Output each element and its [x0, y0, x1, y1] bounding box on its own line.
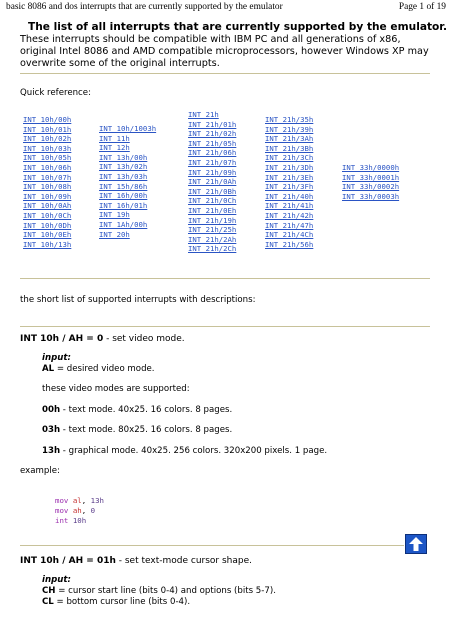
interrupt-link[interactable]: INT 10h/06h: [23, 162, 72, 172]
interrupt-link[interactable]: INT 21h/3Bh: [265, 143, 314, 153]
interrupt-link[interactable]: INT 10h/00h: [23, 115, 72, 124]
divider: [20, 73, 430, 74]
interrupt-column-4: [265, 115, 313, 249]
code-op: mov: [55, 506, 69, 515]
input-line: [42, 586, 276, 597]
register-name: AL: [42, 364, 55, 374]
interrupt-link[interactable]: INT 21h: [188, 110, 219, 119]
interrupt-link[interactable]: INT 15h/86h: [99, 181, 148, 191]
interrupt-link[interactable]: INT 33h/0003h: [342, 191, 400, 201]
divider: [20, 545, 404, 546]
section-heading-bold: INT 10h / AH = 01h: [20, 556, 116, 566]
interrupt-link[interactable]: INT 16h/01h: [99, 200, 148, 210]
interrupt-link[interactable]: INT 19h: [99, 210, 130, 220]
code-sep: ,: [81, 506, 91, 515]
code-op: int: [55, 516, 69, 525]
mode-desc: - text mode. 80x25. 16 colors. 8 pages.: [60, 425, 233, 435]
interrupt-link[interactable]: INT 33h/0001h: [342, 172, 400, 182]
interrupt-link[interactable]: INT 33h/0002h: [342, 182, 400, 192]
page-header: [6, 1, 446, 13]
code-line: [55, 506, 95, 516]
code-reg: al: [72, 496, 82, 505]
section-heading-rest: - set video mode.: [103, 334, 185, 344]
interrupt-link[interactable]: INT 21h/2Ch: [188, 244, 237, 254]
interrupt-link[interactable]: INT 21h/35h: [265, 115, 314, 124]
interrupt-link[interactable]: INT 10h/02h: [23, 134, 72, 144]
interrupt-link[interactable]: INT 21h/0Bh: [188, 186, 237, 196]
code-val: 0: [90, 506, 96, 515]
input-label: input:: [42, 353, 71, 363]
interrupt-link[interactable]: INT 10h/07h: [23, 172, 72, 182]
interrupt-link[interactable]: INT 21h/3Ah: [265, 134, 314, 144]
interrupt-link[interactable]: INT 21h/01h: [188, 119, 237, 129]
page-title: The list of all interrupts that are currently supported by the emulator.: [28, 21, 448, 33]
register-name: CL: [42, 597, 54, 607]
code-reg: ah: [72, 506, 82, 515]
interrupt-link[interactable]: INT 10h/0Ch: [23, 210, 72, 220]
interrupt-link[interactable]: INT 12h: [99, 143, 130, 153]
mode-item: [42, 446, 327, 457]
interrupt-column-3: [188, 110, 236, 254]
interrupt-link[interactable]: INT 21h/19h: [188, 215, 237, 225]
code-sep: ,: [81, 496, 91, 505]
interrupt-link[interactable]: INT 21h/25h: [188, 225, 237, 235]
intro-line: overwrite some of the original interrupts.: [20, 58, 220, 69]
interrupt-link[interactable]: INT 10h/05h: [23, 153, 72, 163]
interrupt-link[interactable]: INT 10h/09h: [23, 191, 72, 201]
section-heading-bold: INT 10h / AH = 0: [20, 334, 104, 344]
interrupt-link[interactable]: INT 10h/03h: [23, 143, 72, 153]
interrupt-link[interactable]: INT 21h/0Eh: [188, 205, 237, 215]
interrupt-link[interactable]: INT 21h/40h: [265, 191, 314, 201]
input-line: [42, 597, 190, 608]
interrupt-link[interactable]: INT 21h/3Fh: [265, 182, 314, 192]
interrupt-link[interactable]: INT 21h/05h: [188, 138, 237, 148]
interrupt-link[interactable]: INT 21h/0Ch: [188, 196, 237, 206]
code-line: [55, 496, 104, 506]
interrupt-column-1: [23, 115, 71, 249]
interrupt-link[interactable]: INT 10h/0Dh: [23, 220, 72, 230]
interrupt-link[interactable]: INT 16h/00h: [99, 191, 148, 201]
intro-line: original Intel 8086 and AMD compatible microprocessors, however Windows XP may: [20, 46, 429, 57]
interrupt-link[interactable]: INT 11h: [99, 133, 130, 143]
interrupt-link[interactable]: INT 21h/0Ah: [188, 177, 237, 187]
intro-line: These interrupts should be compatible with IBM PC and all generations of x86,: [20, 34, 401, 45]
interrupt-link[interactable]: INT 21h/3Dh: [265, 162, 314, 172]
modes-intro: these video modes are supported:: [42, 384, 190, 394]
section-heading-int10-ah0: [20, 333, 185, 345]
interrupt-link[interactable]: INT 10h/08h: [23, 182, 72, 192]
interrupt-link[interactable]: INT 13h/00h: [99, 152, 148, 162]
code-val: 13h: [90, 496, 104, 505]
example-label: example:: [20, 466, 60, 476]
interrupt-column-5: [342, 163, 399, 201]
section-heading-rest: - set text-mode cursor shape.: [115, 556, 252, 566]
interrupt-link[interactable]: INT 21h/02h: [188, 129, 237, 139]
interrupt-link[interactable]: INT 21h/09h: [188, 167, 237, 177]
register-desc: = cursor start line (bits 0-4) and options (bits 5-7).: [55, 586, 276, 596]
code-line: [55, 516, 86, 526]
short-list-label: the short list of supported interrupts with descriptions:: [20, 295, 256, 305]
interrupt-link[interactable]: INT 21h/3Ch: [265, 153, 314, 163]
interrupt-link[interactable]: INT 21h/3Eh: [265, 172, 314, 182]
interrupt-link[interactable]: INT 21h/41h: [265, 201, 314, 211]
mode-code: 13h: [42, 446, 61, 456]
interrupt-link[interactable]: INT 10h/1003h: [99, 124, 157, 133]
interrupt-link[interactable]: INT 21h/47h: [265, 220, 314, 230]
section-heading-int10-ah01: [20, 555, 252, 567]
interrupt-link[interactable]: INT 21h/06h: [188, 148, 237, 158]
interrupt-link[interactable]: INT 21h/4Ch: [265, 230, 314, 240]
mode-desc: - graphical mode. 40x25. 256 colors. 320x200 pixels. 1 page.: [60, 446, 328, 456]
register-desc: = bottom cursor line (bits 0-4).: [53, 597, 191, 607]
interrupt-link[interactable]: INT 10h/13h: [23, 239, 72, 249]
register-desc: = desired video mode.: [54, 364, 155, 374]
input-line: [42, 364, 155, 375]
mode-code: 03h: [42, 425, 61, 435]
interrupt-link[interactable]: INT 13h/02h: [99, 162, 148, 172]
interrupt-link[interactable]: INT 10h/01h: [23, 124, 72, 134]
interrupt-link[interactable]: INT 21h/56h: [265, 239, 314, 249]
back-to-top-button[interactable]: [405, 534, 427, 554]
divider: [20, 278, 430, 279]
interrupt-link[interactable]: INT 21h/07h: [188, 157, 237, 167]
interrupt-link[interactable]: INT 13h/03h: [99, 171, 148, 181]
interrupt-link[interactable]: INT 1Ah/00h: [99, 219, 148, 229]
intro-paragraph: [20, 34, 440, 70]
interrupt-link[interactable]: INT 10h/0Ah: [23, 201, 72, 211]
divider: [20, 326, 430, 327]
page-number: Page 1 of 19: [398, 2, 446, 12]
mode-desc: - text mode. 40x25. 16 colors. 8 pages.: [60, 405, 233, 415]
register-name: CH: [42, 586, 56, 596]
mode-item: [42, 405, 232, 416]
arrow-up-icon: [406, 535, 426, 553]
interrupt-link[interactable]: INT 21h/42h: [265, 210, 314, 220]
interrupt-column-2: [99, 124, 156, 239]
mode-code: 00h: [42, 405, 61, 415]
interrupt-link[interactable]: INT 21h/2Ah: [188, 234, 237, 244]
quick-reference-label: Quick reference:: [20, 88, 91, 98]
page-header-title: basic 8086 and dos interrupts that are currently supported by the emulator: [6, 2, 283, 12]
mode-item: [42, 425, 232, 436]
interrupt-link[interactable]: INT 21h/39h: [265, 124, 314, 134]
interrupt-link[interactable]: INT 33h/0000h: [342, 163, 400, 172]
interrupt-link[interactable]: INT 20h: [99, 229, 130, 239]
interrupt-link[interactable]: INT 10h/0Eh: [23, 230, 72, 240]
code-op: mov: [55, 496, 69, 505]
input-label: input:: [42, 575, 71, 585]
code-val: 10h: [72, 516, 87, 525]
